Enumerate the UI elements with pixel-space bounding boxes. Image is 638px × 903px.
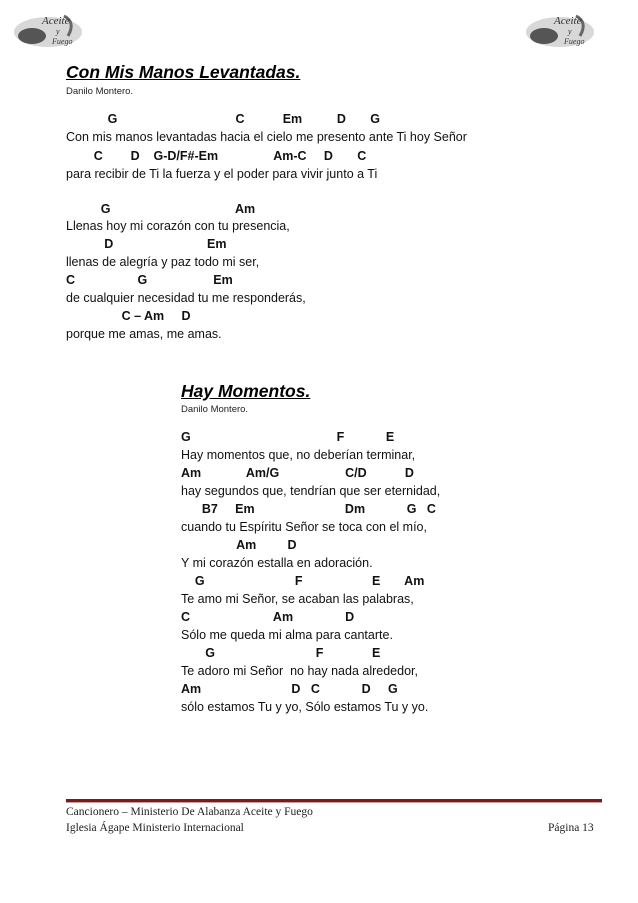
song2-line-13: Te adoro mi Señor no hay nada alrededor, — [181, 664, 418, 678]
song2-line-8: G F E Am — [181, 574, 425, 588]
song2-author: Danilo Montero. — [181, 404, 249, 415]
song1-line-7: D Em — [66, 237, 227, 251]
song2-line-2: Am Am/G C/D D — [181, 466, 414, 480]
song1-title: Con Mis Manos Levantadas. — [66, 62, 301, 82]
logo-right-graphic — [524, 10, 596, 50]
song1-line-5: G Am — [66, 202, 256, 216]
song1-line-8: llenas de alegría y paz todo mi ser, — [66, 255, 260, 269]
song1-line-3: para recibir de Ti la fuerza y el poder para vivir junto a Ti — [66, 167, 378, 181]
song2-line-1: Hay momentos que, no deberían terminar, — [181, 448, 416, 462]
song2-line-14: Am D C D G — [181, 682, 398, 696]
song2-line-10: C Am D — [181, 610, 355, 624]
logo-right-text2: y — [568, 27, 572, 36]
song2-line-6: Am D — [181, 538, 297, 552]
logo-left-text1: Aceite — [42, 15, 70, 27]
song1-author: Danilo Montero. — [66, 86, 134, 97]
song2-line-3: hay segundos que, tendrían que ser eternidad, — [181, 484, 441, 498]
song2-line-9: Te amo mi Señor, se acaban las palabras, — [181, 592, 414, 606]
song1-line-11: C – Am D — [66, 309, 191, 323]
song1-line-0: G C Em D G — [66, 112, 380, 126]
song1-line-1: Con mis manos levantadas hacia el cielo me presento ante Ti hoy Señor — [66, 130, 467, 144]
logo-left-text2: y — [56, 27, 60, 36]
logo-left — [12, 10, 84, 50]
song2-line-4: B7 Em Dm G C — [181, 502, 436, 516]
logo-right — [524, 10, 596, 50]
page-number: Página 13 — [548, 822, 594, 834]
song1-line-2: C D G-D/F#-Em Am-C D C — [66, 149, 367, 163]
song2-line-7: Y mi corazón estalla en adoración. — [181, 556, 373, 570]
song2-line-15: sólo estamos Tu y yo, Sólo estamos Tu y yo. — [181, 700, 429, 714]
logo-right-text1: Aceite — [554, 15, 582, 27]
song1-line-10: de cualquier necesidad tu me responderás, — [66, 291, 306, 305]
song2-line-5: cuando tu Espíritu Señor se toca con el mío, — [181, 520, 427, 534]
song1-line-9: C G Em — [66, 273, 233, 287]
song2-line-12: G F E — [181, 646, 381, 660]
footer-line1: Cancionero – Ministerio De Alabanza Aceite y Fuego — [66, 806, 313, 818]
footer-divider — [66, 799, 602, 803]
footer-line2: Iglesia Ágape Ministerio Internacional — [66, 822, 244, 834]
song1-line-12: porque me amas, me amas. — [66, 327, 222, 341]
song2-line-11: Sólo me queda mi alma para cantarte. — [181, 628, 393, 642]
song1-line-6: Llenas hoy mi corazón con tu presencia, — [66, 219, 290, 233]
song2-line-0: G F E — [181, 430, 395, 444]
song2-title: Hay Momentos. — [181, 381, 311, 401]
logo-right-text3: Fuego — [564, 37, 585, 46]
logo-left-graphic — [12, 10, 84, 50]
logo-left-text3: Fuego — [52, 37, 73, 46]
